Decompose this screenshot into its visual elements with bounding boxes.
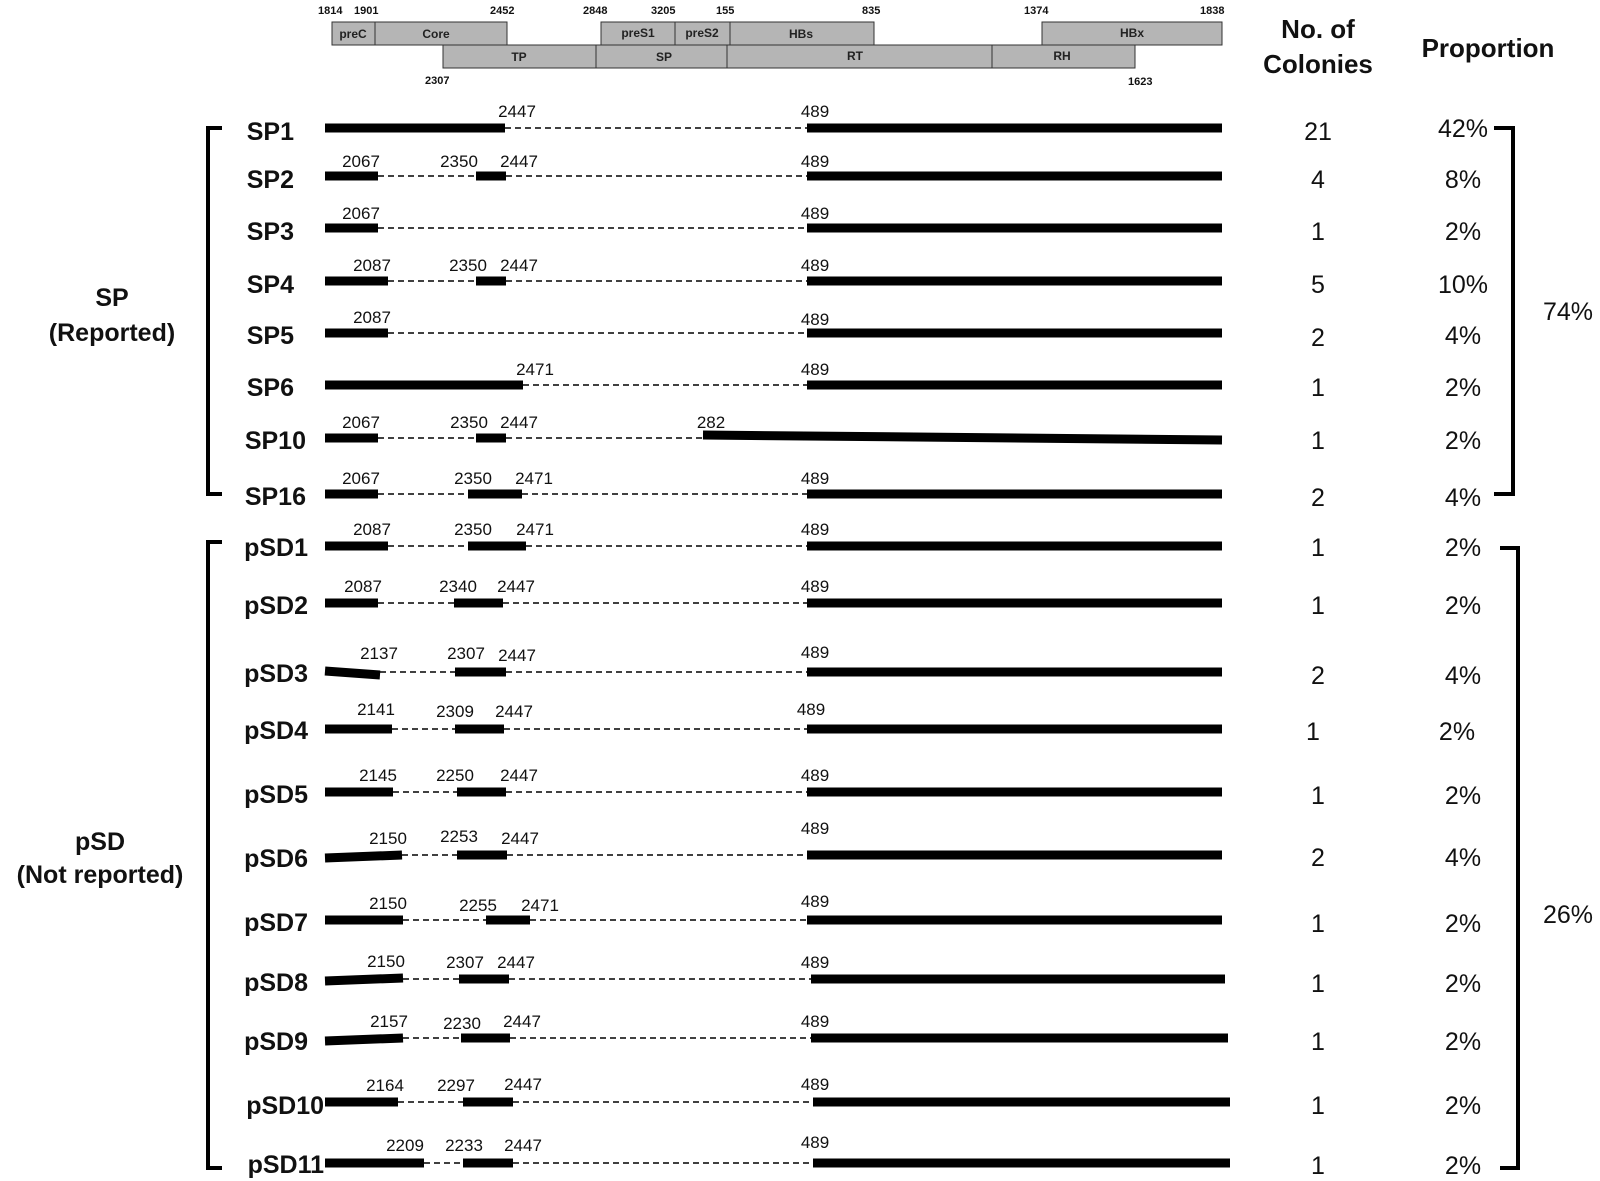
row-sp1 bbox=[247, 102, 1488, 146]
colony-count: 1 bbox=[1311, 1152, 1325, 1180]
variant-label: SP16 bbox=[244, 483, 306, 511]
position-label: 2145 bbox=[359, 766, 397, 785]
position-label: 489 bbox=[800, 102, 830, 121]
position-label: 2350 bbox=[454, 520, 492, 539]
variant-label: pSD1 bbox=[244, 534, 308, 562]
position-label: 489 bbox=[800, 1133, 830, 1152]
group-total-psd: 26% bbox=[1542, 901, 1594, 929]
position-label: 2447 bbox=[500, 152, 538, 171]
position-label: 489 bbox=[796, 700, 826, 719]
position-label: 489 bbox=[800, 1075, 830, 1094]
proportion-value: 4% bbox=[1444, 484, 1482, 512]
position-label: 282 bbox=[696, 413, 726, 432]
row-sp3 bbox=[247, 204, 1481, 246]
group-total-sp: 74% bbox=[1542, 298, 1594, 326]
position-label: 2447 bbox=[500, 766, 538, 785]
left-bracket-psd bbox=[208, 542, 222, 1168]
variant-label: SP5 bbox=[246, 322, 294, 350]
gene-label-pres2: preS2 bbox=[685, 26, 719, 40]
exon-segment bbox=[325, 978, 403, 981]
map-pos-2848: 2848 bbox=[583, 5, 608, 17]
position-label: 2307 bbox=[447, 644, 485, 663]
position-label: 2447 bbox=[498, 102, 536, 121]
proportion-value: 4% bbox=[1444, 844, 1482, 872]
position-label: 2067 bbox=[342, 204, 380, 223]
proportion-value: 2% bbox=[1444, 910, 1482, 938]
variant-label: pSD7 bbox=[244, 909, 308, 937]
position-label: 2471 bbox=[521, 896, 559, 915]
position-label: 2447 bbox=[501, 829, 539, 848]
proportion-value: 4% bbox=[1444, 662, 1482, 690]
group-sublabel-sp: (Reported) bbox=[48, 319, 176, 347]
gene-label-hbs: HBs bbox=[788, 27, 814, 41]
map-pos-155: 155 bbox=[716, 5, 735, 17]
position-label: 2447 bbox=[504, 1075, 542, 1094]
position-label: 489 bbox=[800, 469, 830, 488]
map-pos-3205: 3205 bbox=[651, 5, 676, 17]
position-label: 489 bbox=[800, 520, 830, 539]
position-label: 489 bbox=[800, 819, 830, 838]
position-label: 2350 bbox=[440, 152, 478, 171]
row-psd10 bbox=[246, 1075, 1481, 1120]
group-label-sp: SP bbox=[95, 284, 129, 312]
map-pos-1623: 1623 bbox=[1128, 76, 1153, 88]
position-label: 2230 bbox=[443, 1014, 481, 1033]
right-bracket-sp bbox=[1494, 128, 1513, 494]
row-psd4 bbox=[244, 700, 1475, 746]
gene-label-core: Core bbox=[422, 27, 450, 41]
position-label: 2157 bbox=[370, 1012, 408, 1031]
variant-label: pSD3 bbox=[244, 660, 308, 688]
gene-label-rh: RH bbox=[1053, 49, 1071, 63]
position-label: 2350 bbox=[450, 413, 488, 432]
position-label: 2471 bbox=[516, 520, 554, 539]
position-label: 2447 bbox=[498, 646, 536, 665]
variant-label: pSD9 bbox=[244, 1028, 308, 1056]
row-psd6 bbox=[244, 819, 1481, 873]
row-sp2 bbox=[247, 152, 1481, 194]
row-sp4 bbox=[247, 256, 1488, 299]
position-label: 2067 bbox=[342, 413, 380, 432]
colony-count: 1 bbox=[1311, 534, 1325, 562]
proportion-value: 2% bbox=[1444, 427, 1482, 455]
position-label: 2067 bbox=[342, 152, 380, 171]
gene-label-prec: preC bbox=[339, 27, 367, 41]
position-label: 2471 bbox=[516, 360, 554, 379]
row-psd9 bbox=[244, 1012, 1481, 1056]
colony-count: 1 bbox=[1311, 970, 1325, 998]
variant-label: pSD11 bbox=[247, 1151, 324, 1179]
position-label: 2447 bbox=[503, 1012, 541, 1031]
proportion-value: 42% bbox=[1437, 115, 1489, 143]
variant-label: SP6 bbox=[246, 374, 294, 402]
proportion-value: 2% bbox=[1438, 718, 1476, 746]
position-label: 489 bbox=[800, 152, 830, 171]
position-label: 2350 bbox=[449, 256, 487, 275]
colony-count: 1 bbox=[1311, 427, 1325, 455]
proportion-value: 2% bbox=[1444, 374, 1482, 402]
row-psd8 bbox=[244, 952, 1481, 998]
row-sp6 bbox=[247, 360, 1481, 402]
proportion-value: 2% bbox=[1444, 218, 1482, 246]
gene-label-sp: SP bbox=[655, 50, 673, 64]
gene-label-rt: RT bbox=[847, 49, 863, 63]
position-label: 2255 bbox=[459, 896, 497, 915]
position-label: 2233 bbox=[445, 1136, 483, 1155]
row-sp10 bbox=[245, 413, 1481, 455]
position-label: 489 bbox=[800, 953, 830, 972]
position-label: 2447 bbox=[500, 413, 538, 432]
gene-label-hbx: HBx bbox=[1119, 26, 1145, 40]
map-pos-1901: 1901 bbox=[354, 5, 379, 17]
row-psd7 bbox=[244, 892, 1481, 938]
genome-map bbox=[318, 5, 1224, 88]
proportion-value: 2% bbox=[1444, 1152, 1482, 1180]
colony-count: 4 bbox=[1311, 166, 1325, 194]
group-sublabel-psd: (Not reported) bbox=[16, 861, 184, 889]
position-label: 2150 bbox=[369, 829, 407, 848]
row-sp16 bbox=[245, 469, 1481, 512]
proportion-value: 2% bbox=[1444, 782, 1482, 810]
colony-count: 2 bbox=[1311, 662, 1325, 690]
position-label: 2250 bbox=[436, 766, 474, 785]
position-label: 2340 bbox=[439, 577, 477, 596]
colony-count: 1 bbox=[1311, 1028, 1325, 1056]
variant-label: pSD2 bbox=[244, 592, 308, 620]
proportion-value: 10% bbox=[1437, 271, 1489, 299]
variant-label: SP1 bbox=[246, 118, 294, 146]
proportion-value: 2% bbox=[1444, 1092, 1482, 1120]
proportion-value: 2% bbox=[1444, 1028, 1482, 1056]
position-label: 2141 bbox=[357, 700, 395, 719]
variant-label: pSD4 bbox=[244, 717, 308, 745]
colony-count: 21 bbox=[1304, 118, 1332, 146]
variant-label: pSD8 bbox=[244, 969, 308, 997]
row-psd1 bbox=[244, 520, 1481, 562]
position-label: 2447 bbox=[497, 953, 535, 972]
exon-segment bbox=[325, 855, 402, 858]
position-label: 2087 bbox=[353, 256, 391, 275]
row-psd5 bbox=[244, 766, 1481, 810]
colony-count: 2 bbox=[1311, 324, 1325, 352]
colony-count: 1 bbox=[1311, 374, 1325, 402]
variant-label: pSD5 bbox=[244, 781, 308, 809]
position-label: 489 bbox=[800, 310, 830, 329]
variant-label: pSD10 bbox=[246, 1092, 324, 1120]
column-headers bbox=[1263, 14, 1554, 79]
position-label: 2164 bbox=[366, 1076, 404, 1095]
colony-count: 2 bbox=[1311, 844, 1325, 872]
colony-count: 1 bbox=[1311, 218, 1325, 246]
row-psd2 bbox=[244, 577, 1481, 620]
colony-count: 1 bbox=[1306, 718, 1320, 746]
position-label: 2297 bbox=[437, 1076, 475, 1095]
colony-count: 1 bbox=[1311, 910, 1325, 938]
colony-count: 1 bbox=[1311, 592, 1325, 620]
variant-label: SP2 bbox=[246, 166, 294, 194]
position-label: 489 bbox=[800, 256, 830, 275]
map-pos-1838: 1838 bbox=[1200, 5, 1225, 17]
gene-label-tp: TP bbox=[511, 50, 527, 64]
position-label: 2253 bbox=[440, 827, 478, 846]
position-label: 2307 bbox=[446, 953, 484, 972]
position-label: 2447 bbox=[497, 577, 535, 596]
position-label: 489 bbox=[800, 204, 830, 223]
position-label: 489 bbox=[800, 1012, 830, 1031]
position-label: 2447 bbox=[504, 1136, 542, 1155]
proportion-value: 4% bbox=[1444, 322, 1482, 350]
exon-segment bbox=[325, 1038, 403, 1041]
variant-label: pSD6 bbox=[244, 845, 308, 873]
position-label: 2209 bbox=[386, 1136, 424, 1155]
position-label: 2150 bbox=[367, 952, 405, 971]
position-label: 489 bbox=[800, 643, 830, 662]
colony-count: 1 bbox=[1311, 782, 1325, 810]
position-label: 489 bbox=[800, 360, 830, 379]
proportion-value: 2% bbox=[1444, 970, 1482, 998]
group-label-psd: pSD bbox=[75, 828, 125, 856]
variant-label: SP3 bbox=[246, 218, 294, 246]
position-label: 2087 bbox=[344, 577, 382, 596]
position-label: 2309 bbox=[436, 702, 474, 721]
position-label: 2150 bbox=[369, 894, 407, 913]
colonies-header-line-2: Colonies bbox=[1263, 49, 1373, 79]
proportion-header: Proportion bbox=[1421, 33, 1555, 63]
right-bracket-psd bbox=[1500, 548, 1518, 1168]
map-pos-1374: 1374 bbox=[1024, 5, 1049, 17]
colony-count: 5 bbox=[1311, 271, 1325, 299]
position-label: 2471 bbox=[515, 469, 553, 488]
row-psd11 bbox=[248, 1133, 1482, 1180]
left-bracket-sp bbox=[208, 128, 222, 494]
position-label: 2067 bbox=[342, 469, 380, 488]
position-label: 2350 bbox=[454, 469, 492, 488]
colonies-header-line-1: No. of bbox=[1281, 14, 1355, 44]
position-label: 2447 bbox=[495, 702, 533, 721]
map-pos-835: 835 bbox=[862, 5, 881, 17]
row-sp5 bbox=[247, 308, 1481, 352]
position-label: 489 bbox=[800, 766, 830, 785]
position-label: 2087 bbox=[353, 520, 391, 539]
position-label: 489 bbox=[800, 577, 830, 596]
map-pos-2307: 2307 bbox=[425, 75, 450, 87]
colony-count: 2 bbox=[1311, 484, 1325, 512]
position-label: 2137 bbox=[360, 644, 398, 663]
proportion-value: 2% bbox=[1444, 592, 1482, 620]
map-pos-2452: 2452 bbox=[490, 5, 515, 17]
proportion-value: 2% bbox=[1444, 534, 1482, 562]
position-label: 2087 bbox=[353, 308, 391, 327]
gene-label-pres1: preS1 bbox=[621, 26, 655, 40]
exon-segment bbox=[325, 671, 380, 675]
position-label: 489 bbox=[800, 892, 830, 911]
colony-count: 1 bbox=[1311, 1092, 1325, 1120]
row-psd3 bbox=[244, 643, 1481, 690]
map-pos-1814: 1814 bbox=[318, 5, 343, 17]
variant-label: SP10 bbox=[244, 427, 306, 455]
variant-label: SP4 bbox=[246, 271, 294, 299]
proportion-value: 8% bbox=[1444, 166, 1482, 194]
exon-segment bbox=[703, 435, 1222, 440]
position-label: 2447 bbox=[500, 256, 538, 275]
